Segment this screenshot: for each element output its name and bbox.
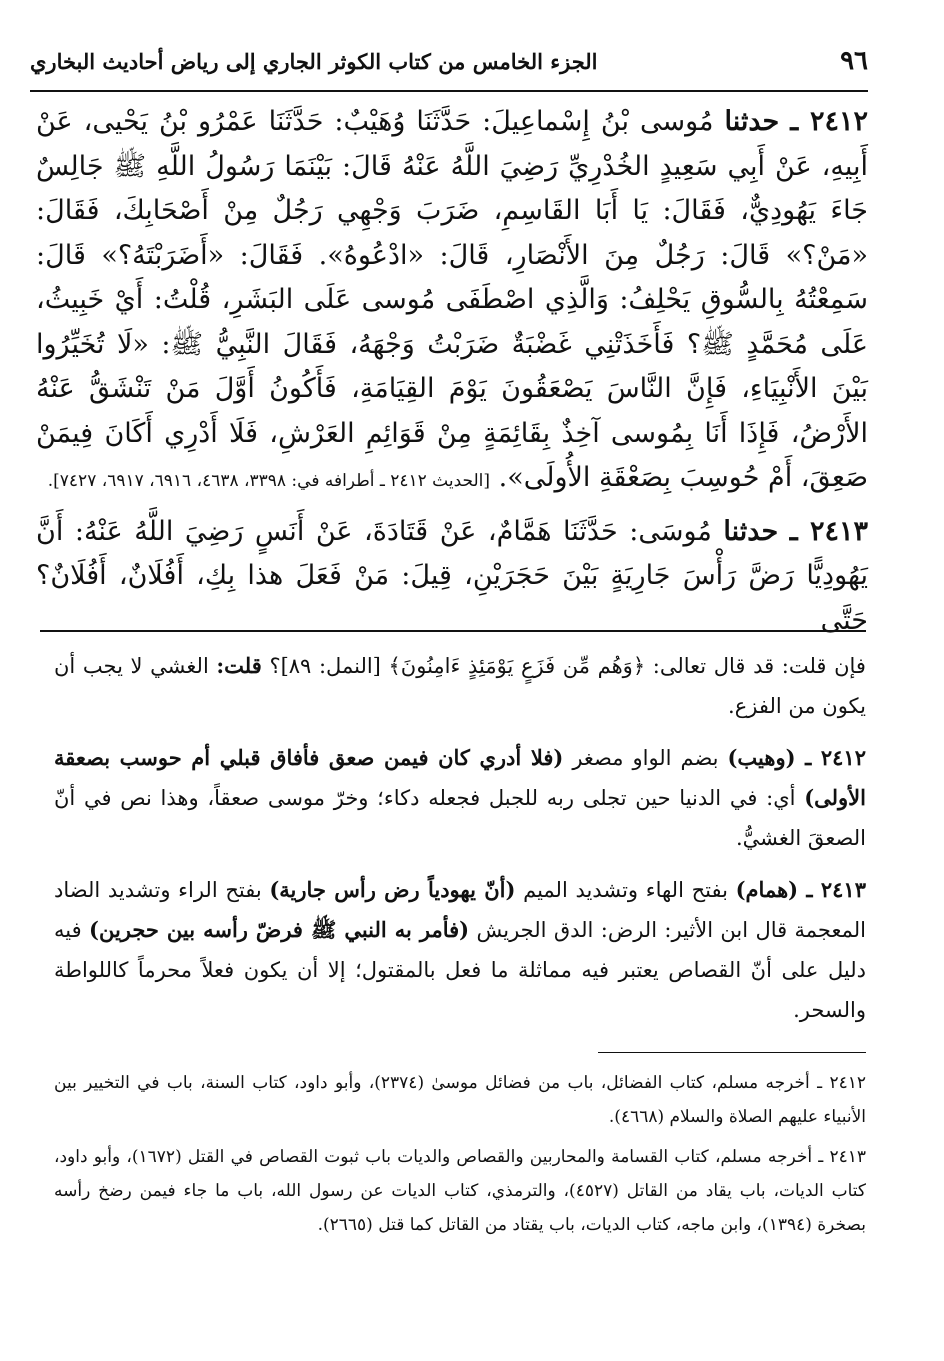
footnote-divider [598,1052,866,1053]
hadith-narration-word: حدثنا [724,106,780,137]
commentary-question: فإن قلت: قد قال تعالى: ﴿وَهُم مِّن فَزَعٍ يَوْمَئِذٍ ءَامِنُونَ﴾ [النمل: ٨٩]؟ [269,654,866,678]
hadith-number: ٢٤١٣ ـ [789,515,868,547]
commentary-explanation: بفتح الهاء وتشديد الميم [523,878,728,902]
commentary-paragraph [54,870,866,1030]
commentary-explanation: أي: في الدنيا حين تجلى ربه للجبل فجعله دكاء؛ وخرّ موسى صعقاً، وهذا نص في أنّ الصعقَ الغشيُّ. [54,786,866,850]
commentary-paragraph [54,646,866,726]
commentary-answer: الغشي لا يجب أن يكون من الفزع. [54,654,866,718]
running-title: الجزء الخامس من كتاب الكوثر الجاري إلى رياض أحاديث البخاري [30,48,598,74]
commentary-explanation: بضم الواو مصغر [572,746,719,770]
footnotes-section [54,1066,866,1248]
commentary-quote: (فأمر به النبي ﷺ فرضّ رأسه بين حجرين) [89,917,470,942]
footnote: ٢٤١٢ ـ أخرجه مسلم، كتاب الفضائل، باب من فضائل موسىٰ (٢٣٧٤)، وأبو داود، كتاب السنة، باب في التخيير بين الأنبياء عليهم الصلاة والسلام (٤٦٦٨). [54,1073,866,1127]
hadith-narration-word: حدثنا [723,515,779,547]
footnote: ٢٤١٣ ـ أخرجه مسلم، كتاب القسامة والمحاربين والقصاص والديات باب ثبوت القصاص في القتل (١٦٧٢)، وأبو داود، كتاب الديات، باب يقاد من القاتل (٤٥٢٧)، والترمذي، كتاب الديات عن رسول الله، باب ما جاء فيمن رضخ رأسه بصخرة (١٣٩٤)، وابن ماجه، كتاب الديات، باب يقتاد من القاتل كما قتل (٢٦٦٥). [54,1147,866,1235]
page-number: ٩٦ [840,46,868,76]
hadith-2412 [36,100,868,504]
hadith-number: ٢٤١٢ ـ [790,106,868,137]
commentary-quote: (أنّ يهودياً رض رأس جارية) [269,877,516,902]
hadith-2413 [36,510,868,644]
hadith-text: مُوسَى: حَدَّثَنَا هَمَّامٌ، عَنْ قَتَادَةَ، عَنْ أَنَسٍ رَضِيَ اللَّهُ عَنْهُ: أَنَّ يَهُودِيًّا رَضَّ رَأْسَ جَارِيَةٍ بَيْنَ حَجَرَيْنِ، قِيلَ: مَنْ فَعَلَ هذا بِكِ، أَفُلَانٌ، أَفُلَانٌ؟ حَتَّى [36,515,868,636]
commentary-term: ٢٤١٣ ـ (همام) [735,877,866,902]
commentary-explanation: فيه دليل على أنّ القصاص يعتبر فيه مماثلة ما فعل بالمقتول؛ إلا أن يكون فعلاً محرماً كاللواطة والسحر. [54,918,866,1022]
commentary-quote: (فلا أدري كان فيمن صعق فأفاق قبلي أم حوسب بصعقة الأولى) [54,745,866,810]
main-divider [40,630,866,632]
commentary-paragraph [54,738,866,858]
commentary-answer-label: قلت: [216,653,262,678]
commentary-section [54,646,866,1042]
commentary-term: ٢٤١٢ ـ (وهيب) [727,745,866,770]
hadith-reference: [الحديث ٢٤١٢ ـ أطرافه في: ٣٣٩٨، ٤٦٣٨، ٦٩١٦، ٦٩١٧، ٧٤٢٧]. [47,471,491,491]
hadith-text: مُوسى بْنُ إِسْماعِيلَ: حَدَّثَنَا وُهَيْبٌ: حَدَّثَنَا عَمْرُو بْنُ يَحْيى، عَنْ أَبِيهِ، عَنْ أَبِي سَعِيدٍ الخُدْرِيِّ رَضِيَ اللَّهُ عَنْهُ قَالَ: بَيْنَمَا رَسُولُ اللَّهِ ﷺ جَالِسٌ جَاءَ يَهُودِيٌّ، فَقَالَ: يَا أَبَا القَاسِمِ، ضَرَبَ وَجْهِي رَجُلٌ مِنْ أَصْحَابِكَ، فَقَالَ: «مَنْ؟» قَالَ: رَجُلٌ مِنَ الأَنْصَارِ، قَالَ: «ادْعُوهُ». فَقَالَ: «أَضَرَبْتَهُ؟» قَالَ: سَمِعْتُهُ بِالسُّوقِ يَحْلِفُ: وَالَّذِي اصْطَفَى مُوسى عَلَى البَشَرِ، قُلْتُ: أَيْ خَبِيثُ، عَلَى مُحَمَّدٍ ﷺ؟ فَأَخَذَتْنِي غَضْبَةٌ ضَرَبْتُ وَجْهَهُ، فَقَالَ النَّبِيُّ ﷺ: «لَا تُخَيِّرُوا بَيْنَ الأَنْبِيَاءِ، فَإِنَّ النَّاسَ يَصْعَقُونَ يَوْمَ القِيَامَةِ، فَأَكُونُ أَوَّلَ مَنْ تَنْشَقُّ عَنْهُ الأَرْضُ، فَإِذَا أَنَا بِمُوسى آخِذٌ بِقَائِمَةٍ مِنْ قَوَائِمِ العَرْشِ، فَلَا أَدْرِي أَكَانَ فِيمَنْ صَعِقَ، أَمْ حُوسِبَ بِصَعْقَةِ الأُولَى». [36,106,868,493]
hadith-section [36,100,868,643]
commentary-explanation: بفتح الراء وتشديد الضاد المعجمة قال ابن الأثير: الرض: الدق الجريش [54,878,866,942]
page-header [30,32,868,92]
